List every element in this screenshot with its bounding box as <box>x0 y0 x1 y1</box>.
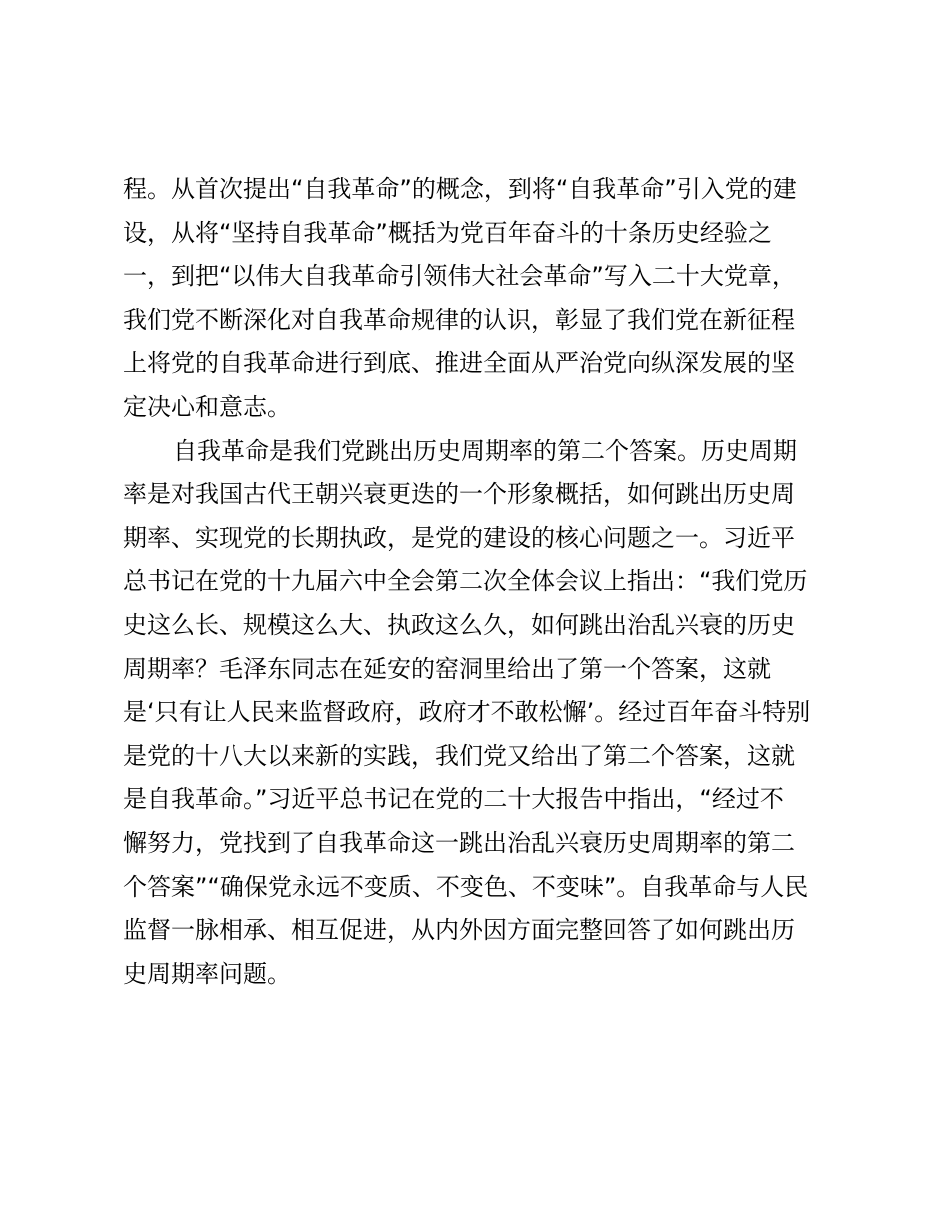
paragraph-line: 率是对我国古代王朝兴衰更迭的一个形象概括，如何跳出历史周 <box>123 480 795 509</box>
paragraph-line: 监督一脉相承、相互促进，从内外因方面完整回答了如何跳出历 <box>123 916 795 945</box>
paragraph-line: 是自我革命。”习近平总书记在党的二十大报告中指出，“经过不 <box>123 785 784 814</box>
paragraph-1 <box>123 168 843 430</box>
paragraph-first-line: 自我革命是我们党跳出历史周期率的第二个答案。历史周期 <box>173 436 797 465</box>
paragraph-line: 定决心和意志。 <box>123 392 291 421</box>
paragraph-line: 一，到把“以伟大自我革命引领伟大社会革命”写入二十大党章， <box>123 262 796 291</box>
document-body <box>123 168 843 996</box>
paragraph-line: 史这么长、规模这么大、执政这么久，如何跳出治乱兴衰的历史 <box>123 610 795 639</box>
paragraph-line: 设，从将“坚持自我革命”概括为党百年奋斗的十条历史经验之 <box>123 218 772 247</box>
paragraph-line: 是党的十八大以来新的实践，我们党又给出了第二个答案，这就 <box>123 741 795 770</box>
paragraph-line: 总书记在党的十九届六中全会第二次全体会议上指出：“我们党历 <box>123 567 808 596</box>
paragraph-line: 周期率？毛泽东同志在延安的窑洞里给出了第一个答案，这就 <box>123 654 771 683</box>
paragraph-line: 懈努力，党找到了自我革命这一跳出治乱兴衰历史周期率的第二 <box>123 828 795 857</box>
paragraph-line: 个答案”“确保党永远不变质、不变色、不变味”。自我革命与人民 <box>123 872 809 901</box>
paragraph-line: 史周期率问题。 <box>123 959 291 988</box>
paragraph-line: 期率、实现党的长期执政，是党的建设的核心问题之一。习近平 <box>123 523 795 552</box>
paragraph-line: 我们党不断深化对自我革命规律的认识，彰显了我们党在新征程 <box>123 305 795 334</box>
paragraph-2 <box>123 430 843 997</box>
paragraph-line: 上将党的自我革命进行到底、推进全面从严治党向纵深发展的坚 <box>123 349 795 378</box>
paragraph-line: 程。从首次提出“自我革命”的概念，到将“自我革命”引入党的建 <box>123 175 797 203</box>
paragraph-line: 是‘只有让人民来监督政府，政府才不敢松懈’。经过百年奋斗特别 <box>123 698 811 727</box>
